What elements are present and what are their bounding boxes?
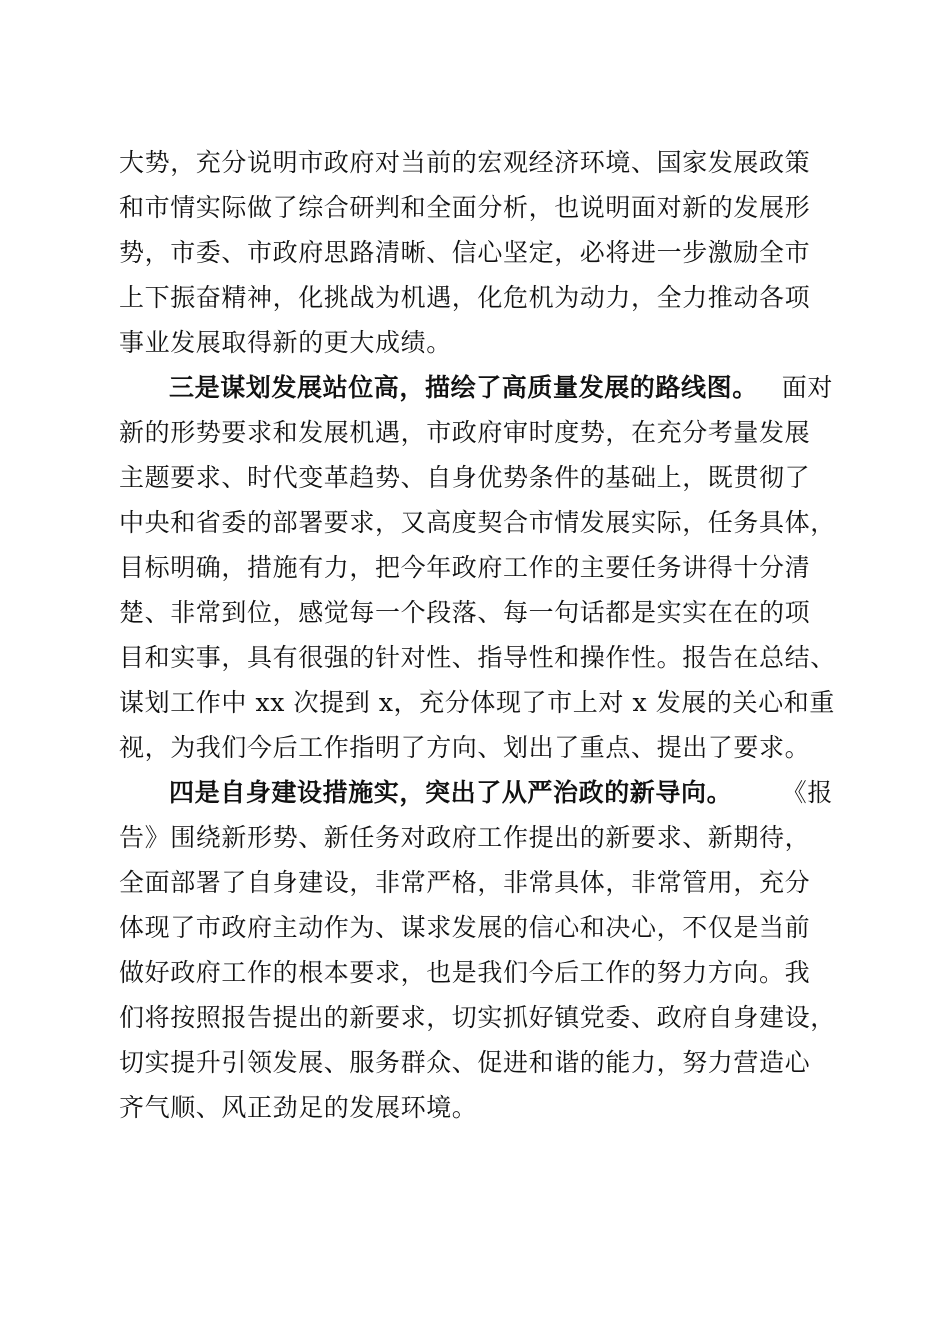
text-line: 体现了市政府主动作为、谋求发展的信心和决心，不仅是当前 bbox=[119, 913, 811, 942]
text-line: 主题要求、时代变革趋势、自身优势条件的基础上，既贯彻了 bbox=[119, 463, 811, 492]
paragraph-2 bbox=[119, 365, 836, 770]
paragraph-3 bbox=[119, 770, 836, 1130]
text-run: 面对 bbox=[781, 373, 833, 402]
text-line: 做好政府工作的根本要求，也是我们今后工作的努力方向。我 bbox=[119, 958, 811, 987]
text-line: 们将按照报告提出的新要求，切实抓好镇党委、政府自身建设， bbox=[119, 1003, 836, 1032]
text-line: 谋划工作中 xx 次提到 x，充分体现了市上对 x 发展的关心和重 bbox=[119, 688, 835, 717]
text-line: 目和实事，具有很强的针对性、指导性和操作性。报告在总结、 bbox=[119, 643, 836, 672]
text-run: 《报 bbox=[781, 778, 833, 807]
text-line: 视，为我们今后工作指明了方向、划出了重点、提出了要求。 bbox=[119, 733, 811, 762]
text-line: 全面部署了自身建设，非常严格，非常具体，非常管用，充分 bbox=[119, 868, 811, 897]
document-body bbox=[119, 140, 836, 1130]
text-line: 大势，充分说明市政府对当前的宏观经济环境、国家发展政策 bbox=[119, 148, 811, 177]
text-line: 告》围绕新形势、新任务对政府工作提出的新要求、新期待， bbox=[119, 823, 811, 852]
text-line: 新的形势要求和发展机遇，市政府审时度势，在充分考量发展 bbox=[119, 418, 811, 447]
text-line: 目标明确，措施有力，把今年政府工作的主要任务讲得十分清 bbox=[119, 553, 811, 582]
paragraph-1 bbox=[119, 140, 833, 365]
text-line: 楚、非常到位，感觉每一个段落、每一句话都是实实在在的项 bbox=[119, 598, 811, 627]
paragraph-heading: 四是自身建设措施实，突出了从严治政的新导向。 bbox=[169, 778, 733, 807]
text-line: 齐气顺、风正劲足的发展环境。 bbox=[119, 1093, 478, 1122]
text-line bbox=[119, 365, 833, 410]
text-line: 上下振奋精神，化挑战为机遇，化危机为动力，全力推动各项 bbox=[119, 283, 811, 312]
text-line: 势，市委、市政府思路清晰、信心坚定，必将进一步激励全市 bbox=[119, 238, 811, 267]
text-line: 切实提升引领发展、服务群众、促进和谐的能力，努力营造心 bbox=[119, 1048, 811, 1077]
text-line: 事业发展取得新的更大成绩。 bbox=[119, 328, 452, 357]
text-line: 中央和省委的部署要求，又高度契合市情发展实际，任务具体， bbox=[119, 508, 836, 537]
text-line bbox=[119, 770, 833, 815]
paragraph-heading: 三是谋划发展站位高，描绘了高质量发展的路线图。 bbox=[169, 373, 758, 402]
text-line: 和市情实际做了综合研判和全面分析，也说明面对新的发展形 bbox=[119, 193, 811, 222]
